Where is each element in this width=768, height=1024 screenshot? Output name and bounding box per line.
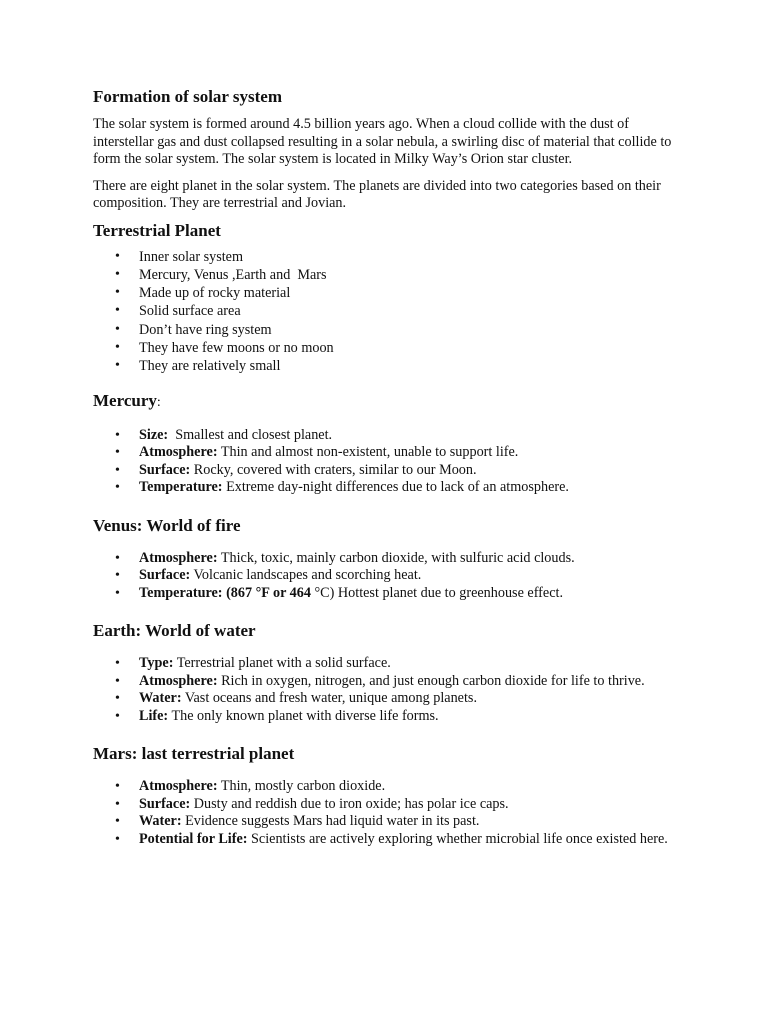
list-item: • Life: The only known planet with diverse life forms. xyxy=(115,707,439,724)
heading-mercury-text: Mercury xyxy=(93,390,157,410)
mars-list xyxy=(93,778,678,848)
bullet-icon: • xyxy=(115,445,120,461)
list-item: • Solid surface area xyxy=(115,303,241,320)
heading-venus: Venus: World of fire xyxy=(93,515,241,535)
bullet-icon: • xyxy=(115,285,120,301)
list-item: • Type: Terrestrial planet with a solid surface. xyxy=(115,655,391,672)
bullet-icon: • xyxy=(115,691,120,707)
heading-terrestrial: Terrestrial Planet xyxy=(93,220,221,240)
bullet-icon: • xyxy=(115,358,120,374)
bullet-icon: • xyxy=(115,480,120,496)
venus-list xyxy=(93,550,678,603)
list-item: • Inner solar system xyxy=(115,248,244,265)
bullet-icon: • xyxy=(115,585,120,601)
list-item: • Temperature: (867 °F or 464 °C) Hottest planet due to greenhouse effect. xyxy=(115,584,563,601)
bullet-icon: • xyxy=(115,779,120,795)
bullet-icon: • xyxy=(115,796,120,812)
document-content xyxy=(93,86,678,848)
earth-list xyxy=(93,655,678,725)
bullet-icon: • xyxy=(115,427,120,443)
bullet-icon: • xyxy=(115,673,120,689)
paragraph-planets: There are eight planet in the solar system. The planets are divided into two categories based on their composition. They are terrestrial and Jovian. xyxy=(93,177,661,211)
list-item: • Surface: Volcanic landscapes and scorching heat. xyxy=(115,567,422,584)
bullet-icon: • xyxy=(115,339,120,355)
heading-mercury-colon: : xyxy=(156,394,161,410)
list-item: • Size: Smallest and closest planet. xyxy=(115,426,333,443)
list-item: • They are relatively small xyxy=(115,358,281,375)
paragraph-formation: The solar system is formed around 4.5 billion years ago. When a cloud collide with the dust of interstellar gas and dust collapsed resulting in a solar nebula, a swirling disc of material that collide to form the solar system. The solar system is located in Milky Way’s Orion star cluster. xyxy=(93,116,672,167)
list-item: • Don’t have ring system xyxy=(115,321,272,338)
list-item: • Atmosphere: Rich in oxygen, nitrogen, and just enough carbon dioxide for life to thrive. xyxy=(115,672,645,689)
bullet-icon: • xyxy=(115,303,120,319)
bullet-icon: • xyxy=(115,656,120,672)
list-item: • Surface: Rocky, covered with craters, similar to our Moon. xyxy=(115,461,477,478)
bullet-icon: • xyxy=(115,814,120,830)
list-item: • Temperature: Extreme day-night differences due to lack of an atmosphere. xyxy=(115,479,569,496)
list-item: • Made up of rocky material xyxy=(115,285,291,302)
terrestrial-list xyxy=(93,248,678,376)
heading-mars: Mars: last terrestrial planet xyxy=(93,744,295,764)
list-item: • Atmosphere: Thin, mostly carbon dioxide. xyxy=(115,778,386,795)
list-item: • Mercury, Venus ,Earth and Mars xyxy=(115,266,327,283)
list-item: • Water: Vast oceans and fresh water, unique among planets. xyxy=(115,690,477,707)
bullet-icon: • xyxy=(115,550,120,566)
mercury-list xyxy=(93,427,678,497)
bullet-icon: • xyxy=(115,708,120,724)
heading-formation: Formation of solar system xyxy=(93,87,283,106)
list-item: • Atmosphere: Thin and almost non-existent, unable to support life. xyxy=(115,444,519,461)
list-item: • Atmosphere: Thick, toxic, mainly carbon dioxide, with sulfuric acid clouds. xyxy=(115,549,575,566)
bullet-icon: • xyxy=(115,462,120,478)
heading-earth: Earth: World of water xyxy=(93,621,256,641)
bullet-icon: • xyxy=(115,321,120,337)
bullet-icon: • xyxy=(115,266,120,282)
bullet-icon: • xyxy=(115,831,120,847)
list-item: • Potential for Life: Scientists are actively exploring whether microbial life once existed here. xyxy=(115,830,668,847)
list-item: • They have few moons or no moon xyxy=(115,339,334,356)
list-item: • Surface: Dusty and reddish due to iron oxide; has polar ice caps. xyxy=(115,795,509,812)
heading-mercury xyxy=(93,390,678,414)
bullet-icon: • xyxy=(115,248,120,264)
list-item: • Water: Evidence suggests Mars had liquid water in its past. xyxy=(115,813,480,830)
bullet-icon: • xyxy=(115,568,120,584)
